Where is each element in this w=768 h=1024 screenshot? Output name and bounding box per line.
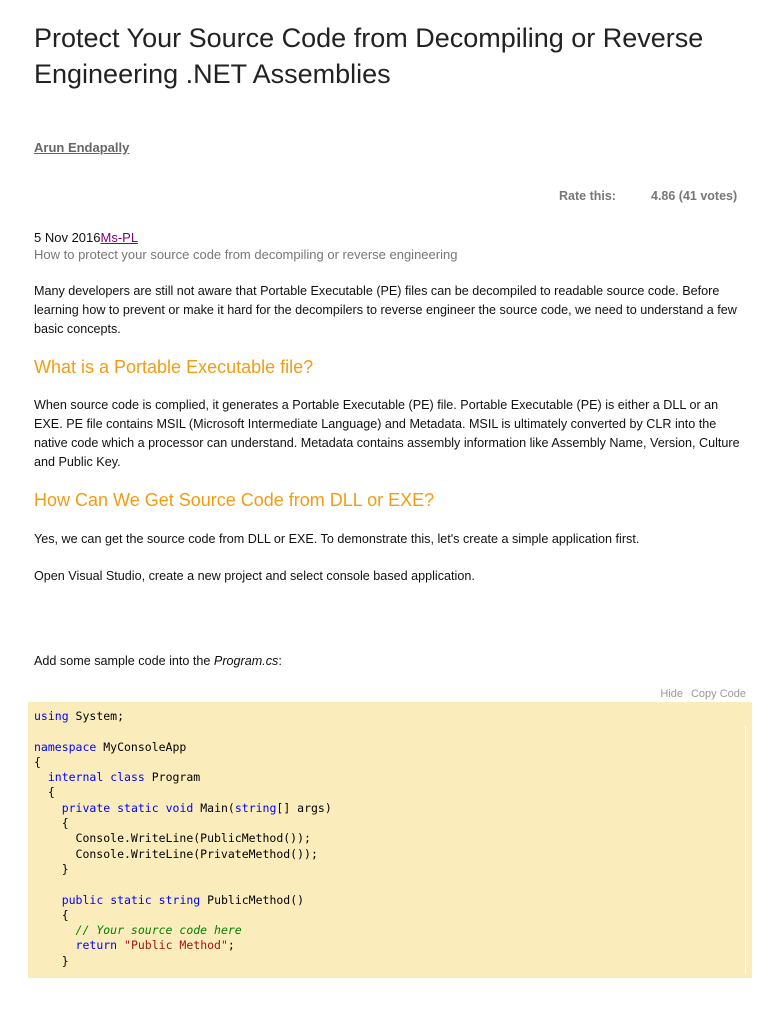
rating-value[interactable]: 4.86 (41 votes)	[651, 189, 738, 203]
rating-label: Rate this:	[559, 189, 616, 203]
code-text	[34, 938, 76, 952]
article-subtitle: How to protect your source code from decompiling or reverse engineering	[34, 247, 458, 262]
code-text: }	[34, 953, 69, 968]
code-keyword: using	[34, 709, 69, 723]
code-text: ;	[227, 938, 235, 953]
code-toolbar	[652, 688, 746, 700]
code-text: {	[34, 785, 55, 800]
hide-code-button[interactable]: Hide	[660, 688, 683, 700]
code-keyword: static	[117, 800, 159, 815]
code-text: PublicMethod()	[200, 892, 305, 907]
code-text	[34, 770, 48, 784]
code-text: MyConsoleApp	[96, 739, 187, 754]
visual-studio-paragraph: Open Visual Studio, create a new project and select console based application.	[34, 569, 475, 583]
code-keyword: void	[165, 800, 194, 815]
article-title: Protect Your Source Code from Decompiling or Reverse Engineering .NET Assemblies	[34, 23, 704, 89]
code-text: {	[34, 816, 69, 831]
code-text: Main(	[193, 800, 235, 815]
code-text: }	[34, 861, 69, 876]
code-text: Console.WriteLine(PrivateMethod());	[34, 846, 318, 861]
code-keyword: class	[110, 770, 145, 785]
code-text	[152, 893, 159, 907]
code-text	[34, 923, 76, 937]
code-block	[28, 702, 752, 978]
copy-code-button[interactable]: Copy Code	[690, 688, 746, 700]
pe-paragraph: When source code is complied, it generates a Portable Executable (PE) file. Portable Executable (PE) is either a DLL or an EXE. PE file contains MSIL (Microsoft Intermediate Language) and Metadata. MSIL is ultimately converted by CLR into the native code which a processor can understand. Metadata contains assembly information like Assembly Name, Version, Culture and Public Key.	[34, 398, 740, 469]
code-keyword: static	[110, 892, 152, 907]
license-link[interactable]: Ms-PL	[100, 230, 139, 245]
code-keyword: private	[61, 800, 111, 815]
code-text	[159, 801, 166, 815]
code-text: Console.WriteLine(PublicMethod());	[34, 831, 311, 846]
author-link[interactable]: Arun Endapally	[34, 140, 130, 155]
code-text: Program	[144, 770, 201, 785]
code-keyword: namespace	[34, 739, 97, 754]
filename: Program.cs	[213, 654, 279, 668]
demo-paragraph: Yes, we can get the source code from DLL or EXE. To demonstrate this, let's create a simple application first.	[34, 532, 640, 546]
code-text	[34, 893, 62, 907]
code-comment: // Your source code here	[75, 923, 242, 938]
code-string: "Public Method"	[124, 938, 228, 953]
code-text	[34, 801, 62, 815]
code-keyword: return	[75, 938, 118, 953]
publish-info	[34, 230, 138, 245]
code-text: [] args)	[276, 800, 332, 815]
intro-paragraph: Many developers are still not aware that Portable Executable (PE) files can be decompiled to readable source code. Before learning how to prevent or make it hard for the decompilers to reverse engineer the source code, we need to understand a few basic concepts.	[34, 284, 737, 336]
code-text: {	[34, 754, 41, 769]
sample-code-paragraph	[34, 652, 744, 671]
code-content	[28, 702, 752, 976]
section-heading-pe-file: What is a Portable Executable file?	[34, 357, 314, 377]
code-keyword: string	[234, 800, 277, 815]
code-text: {	[34, 907, 69, 922]
code-scrollbar[interactable]	[745, 726, 746, 974]
sample-code-colon: :	[278, 654, 282, 668]
code-text: System;	[68, 709, 125, 723]
code-keyword: string	[158, 892, 201, 907]
section-heading-get-source: How Can We Get Source Code from DLL or EXE?	[34, 490, 435, 510]
code-keyword: internal	[47, 770, 104, 785]
sample-code-text: Add some sample code into the	[34, 654, 214, 668]
publish-date: 5 Nov 2016	[34, 230, 101, 245]
code-text	[117, 938, 124, 952]
code-keyword: public	[61, 892, 104, 907]
